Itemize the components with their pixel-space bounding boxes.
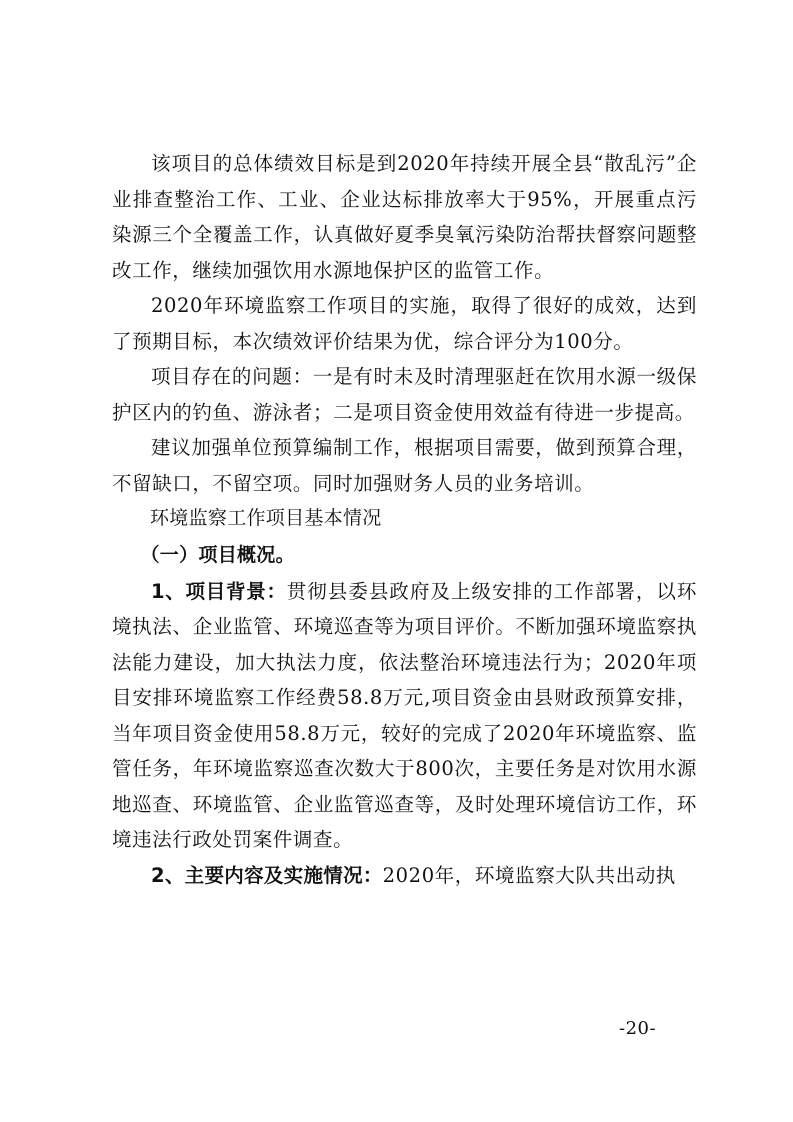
item2-lead: 2、主要内容及实施情况： — [151, 863, 383, 887]
paragraph-evaluation-result: 2020年环境监察工作项目的实施，取得了很好的成效，达到了预期目标，本次绩效评价结果为优，综合评分为100分。 — [112, 294, 697, 353]
paragraph-main-content — [112, 858, 697, 894]
item1-text: 贯彻县委县政府及上级安排的工作部署，以环境执法、企业监管、环境巡查等为项目评价。不断加强环境监察执法能力建设，加大执法力度，依法整治环境违法行为；2020年项目安排环境监察工作经费58.8万元,项目资金由县财政预算安排，当年项目资金使用58.8万元，较好的完成了2020年环境监察、监管任务，年环境监察巡查次数大于800次，主要任务是对饮用水源地巡查、环境监管、企业监管巡查等，及时处理环境信访工作，环境违法行政处罚案件调查。 — [112, 579, 697, 851]
paragraph-project-background — [112, 574, 697, 858]
section-title: 环境监察工作项目基本情况 — [150, 507, 382, 529]
page-number: -20- — [619, 1018, 657, 1039]
paragraph-suggestions: 建议加强单位预算编制工作，根据项目需要，做到预算合理，不留缺口，不留空项。同时加强财务人员的业务培训。 — [112, 436, 697, 495]
item1-lead: 1、项目背景： — [151, 579, 287, 603]
item2-text: 2020年，环境监察大队共出动执 — [382, 863, 676, 887]
subsection-title: （一）项目概况。 — [140, 543, 295, 566]
paragraph-performance-goal: 该项目的总体绩效目标是到2020年持续开展全县“散乱污”企业排查整治工作、工业、企业达标排放率大于95%，开展重点污染源三个全覆盖工作，认真做好夏季臭氧污染防治帮扶督察问题整改工作，继续加强饮用水源地保护区的监管工作。 — [112, 152, 697, 282]
document-body — [112, 146, 697, 893]
paragraph-problems: 项目存在的问题：一是有时未及时清理驱赶在饮用水源一级保护区内的钓鱼、游泳者；二是项目资金使用效益有待进一步提高。 — [112, 365, 697, 424]
